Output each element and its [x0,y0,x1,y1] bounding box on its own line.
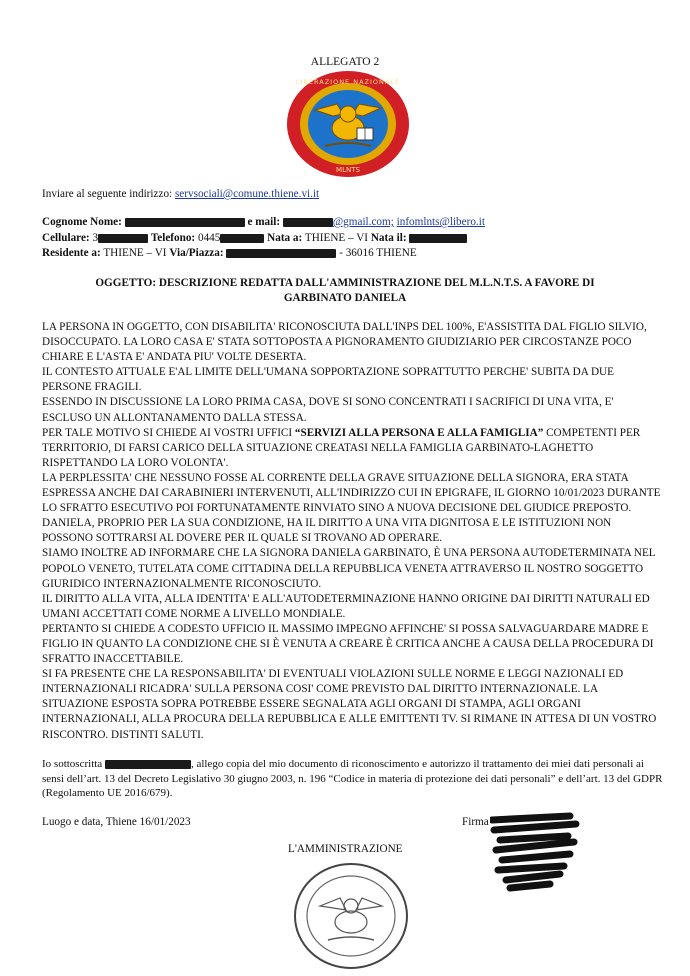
phone-line [42,232,467,245]
residence-value: THIENE – VI [103,247,167,259]
street-suffix: - 36016 THIENE [339,247,417,259]
place-date: Luogo e data, Thiene 16/01/2023 [42,816,191,828]
body-paragraph: IL CONTESTO ATTUALE E'AL LIMITE DELL'UMANA SOPPORTAZIONE SOPRATTUTTO PERCHE' SUBITA DA DUE PERSONE FRAGILI. [42,366,614,394]
svg-text:LIBERAZIONE NAZIONALE: LIBERAZIONE NAZIONALE [295,78,401,86]
administration-label: L'AMMINISTRAZIONE [288,843,403,855]
phone-label: Telefono: [150,232,196,244]
body-paragraph: SI FA PRESENTE CHE LA RESPONSABILITA' DI EVENTUALI VIOLAZIONI SULLE NORME E LEGGI NAZIONALI ED INTERNAZIONALI RICADRA' SULLA PERSONA COSI' COME PREVISTO DAL DIRITTO INTERNAZIONALE. LA SITUAZIONE ESPOSTA SOPRA POTREBBE ESSERE SEGNALATA AGLI ORGANI DI STAMPA, AGLI ORGANI INTERNAZIONALI, ALLA PROCURA DELLA REPUBBLICA E ALLE EMITTENTI TV. SI RIMANE IN ATTESA DI UN VOSTRO RISCONTRO. DISTINTI SALUTI. [42,668,657,741]
redacted-birthdate [409,234,467,243]
body-paragraph: LA PERSONA IN OGGETTO, CON DISABILITA' RICONOSCIUTA DALL'INPS DEL 100%, E'ASSISTITA DAL FIGLIO SILVIO, DISOCCUPATO. LA LORO CASA E' STATA SOTTOPOSTA A PIGNORAMENTO GIUDIZIARIO PER CIRCOSTANZE POCO CHIARE E L'ASTA E' ANDATA PIU' VOLTE DESERTA. [42,321,647,364]
request-rest: COMPETENTI PER TERRITORIO, DI FARSI CARICO DELLA SITUAZIONE CREATASI NELLA FAMIGLIA GARBINATO-LAGHETTO RISPETTANDO LA LORO VOLONTA'. [42,426,641,469]
born-in-value: THIENE – VI [304,232,369,244]
redacted-signer-name [105,760,191,769]
body-paragraph: DANIELA, PROPRIO PER LA SUA CONDIZIONE, HA IL DIRITTO A UNA VITA DIGNITOSA E LE ISTITUZIONI NON POSSONO SOTTRARSI AL DOVERE PER IL QUALE SI TROVANO AD OPERARE. [42,517,612,545]
redacted-street [226,249,336,258]
send-to-email-link[interactable]: servsociali@comune.thiene.vi.it [174,188,320,200]
body-paragraph: IL DIRITTO ALLA VITA, ALLA IDENTITA' E ALL'AUTODETERMINAZIONE HANNO ORIGINE DAI DIRITTI NATURALI ED UMANI ACCETTATI COME NORME A LIVELLO MONDIALE. [42,592,650,620]
administration-seal [292,858,410,970]
body-paragraph: LA PERPLESSITA' CHE NESSUNO FOSSE AL CORRENTE DELLA GRAVE SITUAZIONE DELLA SIGNORA, ERA STATA ESPRESSA ANCHE DAI CARABINIERI INTERVENUTI, ALL'INDIRIZZO CUI IN EPIGRAFE, IL GIORNO 10/01/2023 DURANTE LO SFRATTO ESECUTIVO POI FORTUNATAMENTE RINVIATO SINO A NUOVA DECISIONE DEL GIUDICE PREPOSTO. [42,471,661,515]
mobile-prefix: 3 [92,232,99,244]
send-to-line [42,188,319,201]
email2-link[interactable]: infomlnts@libero.it [396,216,485,228]
redacted-email [283,218,333,227]
street-label: Via/Piazza: [169,247,224,259]
consent-body: , allego copia del mio documento di riconoscimento e autorizzo il trattamento dei miei dati personali ai sensi dell’art. 13 del Decreto Legislativo 30 giugno 2003, n. 196 “Codice in materia di protezione dei dati personali” e dell’art. 13 del GDPR (Regolamento UE 2016/679). [42,758,663,799]
body-text [42,320,662,743]
office-name: “SERVIZI ALLA PERSONA E ALLA FAMIGLIA” [294,426,544,439]
subject-line-2: GARBINATO DANIELA [283,292,407,304]
body-paragraph [42,426,662,471]
email1-link[interactable] [283,216,394,228]
email-label: e mail: [247,216,281,228]
name-label: Cognome Nome: [42,216,122,228]
residence-label: Residente a: [42,247,101,259]
attachment-label: ALLEGATO 2 [310,56,380,68]
consent-text [42,757,667,801]
born-in-label: Nata a: [267,232,303,244]
name-email-line [42,216,485,229]
request-intro: PER TALE MOTIVO SI CHIEDE AI VOSTRI UFFICI [42,426,295,439]
email1-suffix: @gmail.com; [332,216,394,228]
svg-text:MLNTS: MLNTS [336,166,360,174]
redacted-mobile [98,234,148,243]
phone-prefix: 0445 [197,232,221,244]
send-to-label: Inviare al seguente indirizzo: [42,188,173,200]
mlnts-logo [285,70,411,178]
redacted-name [125,218,245,227]
redacted-phone [220,234,264,243]
signature-scribble [490,812,580,894]
mobile-label: Cellulare: [42,232,90,244]
subject-line-1: OGGETTO: DESCRIZIONE REDATTA DALL'AMMINISTRAZIONE DEL M.L.N.T.S. A FAVORE DI [95,277,595,289]
consent-prefix: Io sottoscritta [42,758,103,770]
residence-line [42,247,417,260]
body-paragraph: ESSENDO IN DISCUSSIONE LA LORO PRIMA CASA, DOVE SI SONO CONCENTRATI I SACRIFICI DI UNA VITA, E' ESCLUSO UN ALLONTANAMENTO DALLA STESSA. [42,396,614,424]
born-on-label: Nata il: [370,232,407,244]
body-paragraph: SIAMO INOLTRE AD INFORMARE CHE LA SIGNORA DANIELA GARBINATO, È UNA PERSONA AUTODETERMINATA NEL POPOLO VENETO, TUTELATA COME CITTADINA DELLA REPUBBLICA VENETA ATTRAVERSO IL NOSTRO SOGGETTO GIURIDICO INTERNAZIONALMENTE RICONOSCIUTO. [42,547,656,590]
signature-label: Firma [462,816,489,828]
body-paragraph: PERTANTO SI CHIEDE A CODESTO UFFICIO IL MASSIMO IMPEGNO AFFINCHE' SI POSSA SALVAGUARDARE MADRE E FIGLIO IN QUANTO LA CONDIZIONE CHE SI È VENUTA A CREARE È CRITICA ANCHE A CAUSA DELLA PROCEDURA DI SFRATTO INACCETTABILE. [42,622,654,666]
